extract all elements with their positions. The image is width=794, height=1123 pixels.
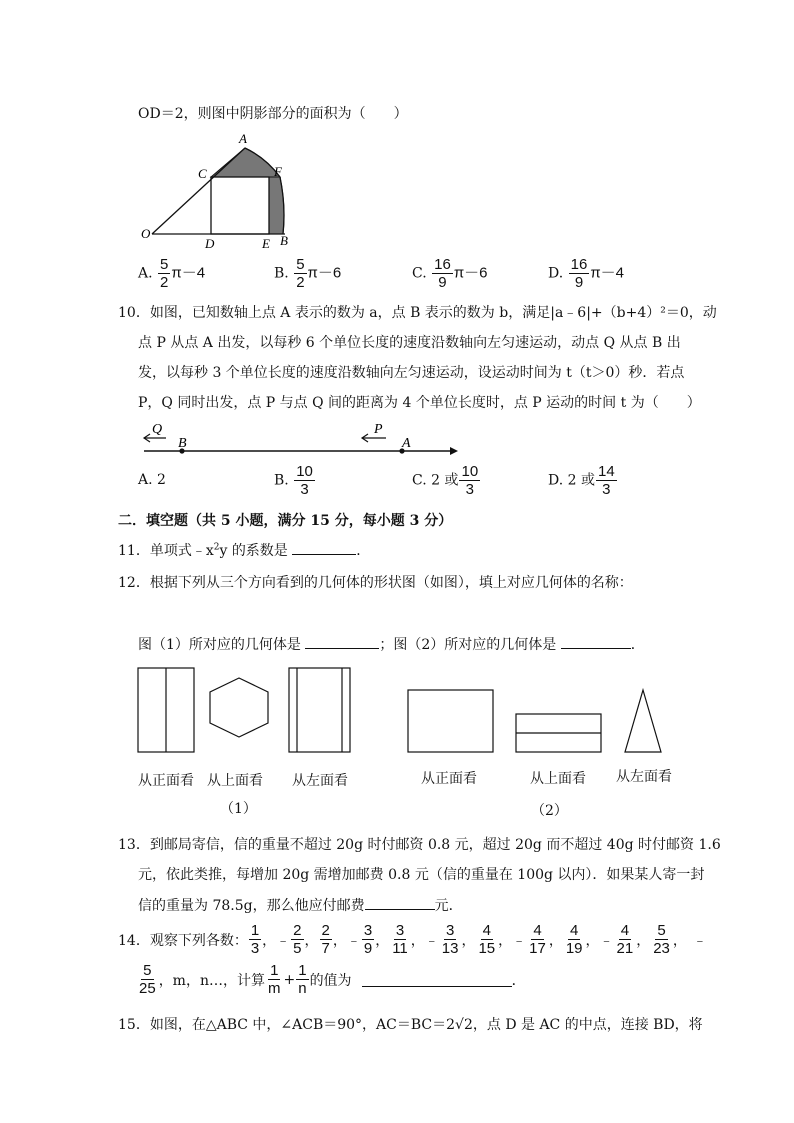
q14-term-sign: ﹣ [512,932,527,949]
q9-figure [138,128,298,250]
q9-label-d: D [205,236,215,250]
fig2-left-view [625,690,661,752]
q14-term-sign: ﹣ [346,932,361,949]
q14-term: ﹣ $\frac{3}{9}$ ， [346,922,390,957]
q10-line1: 10．如图，已知数轴上点 A 表示的数为 a，点 B 表示的数为 b，满足|a﹣6|+（b+4）²＝0，动 [118,305,717,321]
q9-rect [211,177,269,234]
q9-shaded-top [211,148,280,177]
q14-term-fraction: $\frac{5}{23}$ [653,922,670,957]
q14-term-sign: ﹣ [276,932,291,949]
q14-term: $\frac{1}{3}$ ， [250,922,277,957]
q9-label-o: O [141,226,151,241]
q12-answer-blank-2[interactable] [561,634,631,649]
q11: 11．单项式$﹣x^2y$ 的系数是 ． [118,540,370,560]
q10-label-q: Q [152,422,163,437]
q9-option-b: B. $\frac{5}{2}$ π－6 [274,256,342,291]
q14-term-fraction: $\frac{3}{11}$ [392,922,408,957]
q12-answer-blank-1[interactable] [305,634,379,649]
q12-line1: 12．根据下列从三个方向看到的几何体的形状图（如图），填上对应几何体的名称： [118,575,633,591]
fig1-front-caption: 从正面看 [138,773,194,789]
q14-term: $\frac{4}{19}$ ， [565,922,600,957]
q13-answer-blank[interactable] [365,895,435,910]
fig2-front-caption: 从正面看 [421,771,477,787]
q14-term: ﹣ $\frac{4}{17}$ ， [512,922,563,957]
fig2-top-caption: 从上面看 [530,771,586,787]
q14-term-fraction: $\frac{2}{7}$ [321,922,330,957]
q14-term-sign: ﹣ [424,932,439,949]
q10-line3: 发，以每秒 3 个单位长度的速度沿数轴向左匀速运动，设运动时间为 t（t＞0）秒．若点 [138,365,685,381]
q14-term-fraction: $\frac{2}{5}$ [293,922,302,957]
q10-option-d: D. 2 或 $\frac{14}{3}$ [548,463,615,498]
q12-figures [136,664,676,758]
q9-option-a: A. $\frac{5}{2}$ π－4 [138,256,206,291]
fig1-caption: （1） [220,801,257,817]
q14-term: $\frac{3}{11}$ ， [392,922,425,957]
q14-term: $\frac{5}{23}$ ， [653,922,687,957]
q10-option-b: B. $\frac{10}{3}$ [274,463,313,498]
q14-term: $\frac{4}{15}$ ， [478,922,513,957]
q9-label-e: E [262,236,270,250]
q11-answer-blank[interactable] [292,540,356,555]
q14-line2: $\frac{5}{25}$ ，m，n…，计算 $\frac{1}{m}$ + $\frac{1}{n}$ 的值为 ． [139,962,526,997]
q14-sequence [248,922,687,957]
q13-line2: 元，依此类推，每增加 20g 需增加邮费 0.8 元（信的重量在 100g 以内）．如果某人寄一封 [138,867,705,883]
q13-line3: 信的重量为 78.5g，那么他应付邮费 元． [138,895,463,915]
q14-term: $\frac{2}{7}$ ， [321,922,347,957]
q14-term-fraction: $\frac{3}{13}$ [441,922,459,957]
q14-term-sign: ﹣ [599,932,614,949]
q14-answer-blank[interactable] [362,972,512,987]
q10-line4: P，Q 同时出发，点 P 与点 Q 间的距离为 4 个单位长度时，点 P 运动的时间 t 为（ ） [138,395,701,411]
fig2-caption: （2） [531,803,568,819]
fig1-left-caption: 从左面看 [292,773,348,789]
q10-label-p: P [374,422,383,437]
number-line-arrowhead [450,447,458,455]
q10-option-c: C. 2 或 $\frac{10}{3}$ [412,463,479,498]
q9-option-d: D. $\frac{16}{9}$ π－4 [548,256,625,291]
q14-term-fraction: $\frac{3}{9}$ [363,922,373,957]
q9-label-c: C [198,166,207,181]
q9-label-f: F [274,164,282,179]
q9-label-b: B [280,233,288,248]
q14-term-fraction: $\frac{4}{15}$ [478,922,496,957]
q10-label-b: B [178,436,187,451]
q13-line1: 13．到邮局寄信，信的重量不超过 20g 时付邮资 0.8 元，超过 20g 而不超过 40g 时付邮资 1.6 [118,837,721,853]
fig2-front-view [408,690,493,752]
q15-line1: 15．如图，在△ABC 中，∠ACB＝90°，AC＝BC＝2√2，点 D 是 AC 的中点，连接 BD，将 [118,1017,703,1033]
q14-term-fraction: $\frac{4}{17}$ [529,922,546,957]
q14-term-fraction: $\frac{1}{3}$ [250,922,260,957]
q10-number-line [140,418,460,462]
q10-option-a: A. 2 [138,472,166,488]
q14-line1: 14．观察下列各数： $\frac{1}{3}$ ， ﹣ $\frac{2}{5}$ ， $\frac{2}{7}$ ， ﹣ $\frac{3}{9}$ ， $\frac{3}{11}$ ， ﹣ $\frac{3}{13}$ ， $\frac{4}{15}$ ， ﹣ $\frac{4}{17}$ ， $\frac{4}{19}$ ， ﹣ $\frac{4}{21}$ ， $\frac{5}{23}$ ， ﹣ [118,922,707,957]
fig1-top-view [210,678,268,737]
q14-term-fraction: $\frac{4}{21}$ [616,922,634,957]
section-2-heading: 二．填空题（共 5 小题，满分 15 分，每小题 3 分） [118,513,453,529]
q14-term: ﹣ $\frac{3}{13}$ ， [424,922,476,957]
q9-stem-tail: OD＝2，则图中阴影部分的面积为（ ） [138,106,408,122]
q9-option-c: C. $\frac{16}{9}$ π－6 [412,256,488,291]
q9-label-a: A [239,131,247,146]
q14-term-fraction: $\frac{4}{19}$ [565,922,583,957]
fig1-left-view [289,668,350,752]
q12-line2: 图（1）所对应的几何体是 ；图（2）所对应的几何体是 ． [138,634,645,654]
fig2-left-caption: 从左面看 [616,769,672,785]
q14-term: ﹣ $\frac{4}{21}$ ， [599,922,651,957]
q14-term: ﹣ $\frac{2}{5}$ ， [276,922,319,957]
q10-line2: 点 P 从点 A 出发，以每秒 6 个单位长度的速度沿数轴向左匀速运动，动点 Q 从点 B 出 [138,335,681,351]
q10-label-a: A [402,436,411,451]
fig1-top-caption: 从上面看 [207,773,263,789]
